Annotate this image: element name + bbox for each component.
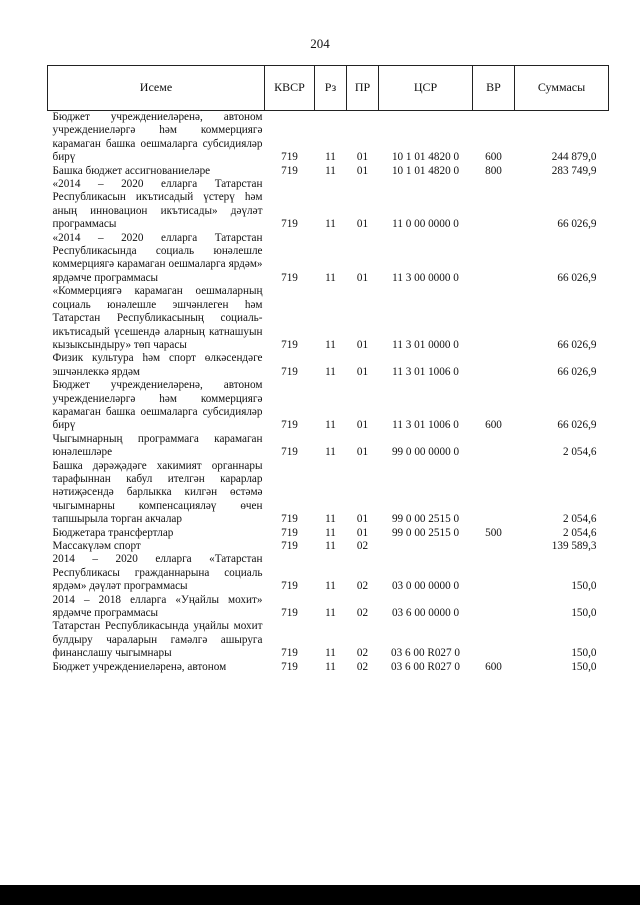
cell-pr: 01	[356, 419, 369, 432]
cell-rz: 11	[325, 365, 336, 378]
cell-vr	[473, 178, 515, 232]
cell-pr: 01	[356, 526, 369, 539]
cell-vr: 800	[485, 164, 502, 177]
cell-vr	[473, 553, 515, 593]
cell-rz: 11	[325, 218, 336, 231]
cell-name: Чыгымнарның программага карамаган юнәлешләре	[52, 432, 263, 459]
cell-amount: 139 589,3	[551, 540, 597, 552]
cell-rz: 11	[325, 526, 336, 539]
cell-rz: 11	[325, 151, 336, 164]
cell-name: Башка дәрәҗәдәге хакимият органнары тарафыннан кабул ителгән карарлар нәтиҗәсендә барлыкка килгән өстәмә чыгымнарны компенсацияләү өчен тапшырыла торган акчалар	[52, 459, 263, 526]
cell-kvsr: 719	[281, 607, 298, 620]
table-row	[48, 460, 609, 527]
cell-vr: 600	[485, 419, 502, 432]
cell-csr: 03 6 00 0000 0	[391, 607, 460, 620]
cell-amount: 150,0	[571, 647, 597, 660]
cell-rz: 11	[325, 446, 336, 459]
cell-kvsr: 719	[281, 647, 298, 660]
cell-vr	[473, 620, 515, 660]
cell-vr	[473, 460, 515, 527]
cell-kvsr: 719	[281, 446, 298, 459]
cell-name: Бюджет учреждениеләренә, автоном	[52, 660, 227, 673]
cell-kvsr: 719	[281, 218, 298, 231]
cell-amount: 66 026,9	[557, 365, 597, 378]
cell-csr: 11 3 01 1006 0	[392, 365, 459, 378]
cell-name: 2014 – 2018 елларга «Уңайлы мохит» ярдәмче программасы	[52, 593, 263, 620]
cell-name: Бюджет учреждениеләренә, автоном учреждениеләргә һәм коммерциягә карамаган башка оешмаларга субсидияләр бирү	[52, 379, 263, 432]
cell-name: Массакүләм спорт	[52, 540, 141, 552]
table-row	[48, 540, 609, 553]
cell-name: Башка бюджет ассигнованиеләре	[52, 164, 211, 177]
cell-csr: 03 0 00 0000 0	[391, 580, 460, 593]
cell-pr: 01	[356, 151, 369, 164]
cell-kvsr: 719	[281, 580, 298, 593]
cell-pr: 01	[356, 513, 369, 526]
cell-kvsr: 719	[281, 151, 298, 164]
scan-bottom-edge	[0, 885, 640, 905]
table-row	[48, 433, 609, 460]
table-row	[48, 553, 609, 593]
cell-csr	[379, 540, 473, 553]
cell-pr: 01	[356, 271, 369, 284]
table-row	[48, 352, 609, 379]
cell-csr: 10 1 01 4820 0	[391, 164, 460, 177]
table-row	[48, 661, 609, 674]
cell-amount: 244 879,0	[551, 151, 597, 164]
cell-vr	[473, 594, 515, 621]
cell-csr: 99 0 00 0000 0	[391, 446, 460, 459]
budget-table	[47, 65, 609, 674]
cell-amount: 66 026,9	[557, 271, 597, 284]
header-rz: Рз	[315, 66, 347, 111]
table-row	[48, 285, 609, 352]
cell-amount: 2 054,6	[562, 513, 597, 526]
cell-rz: 11	[325, 419, 336, 432]
cell-csr: 11 3 00 0000 0	[392, 271, 459, 284]
cell-name: Татарстан Республикасында уңайлы мохит булдыру чараларын гамәлгә ашыруга финанслашу чыгымнары	[52, 620, 263, 660]
cell-kvsr: 719	[281, 660, 298, 673]
cell-amount: 66 026,9	[557, 338, 597, 351]
table-header-row	[48, 66, 609, 111]
header-vr: ВР	[473, 66, 515, 111]
cell-amount: 66 026,9	[557, 218, 597, 231]
cell-rz: 11	[325, 647, 336, 660]
header-pr: ПР	[347, 66, 379, 111]
cell-vr	[473, 540, 515, 553]
cell-vr	[473, 285, 515, 352]
header-kvsr: КВСР	[265, 66, 315, 111]
cell-rz: 11	[325, 660, 336, 673]
cell-vr	[473, 352, 515, 379]
table-row	[48, 165, 609, 178]
page-number: 204	[310, 36, 330, 51]
cell-name: Бюджет учреждениеләренә, автоном учреждениеләргә һәм коммерциягә карамаган башка оешмаларга субсидияләр бирү	[52, 111, 263, 164]
cell-kvsr: 719	[281, 540, 298, 552]
cell-amount: 150,0	[571, 580, 597, 593]
cell-vr	[473, 433, 515, 460]
cell-amount: 66 026,9	[557, 419, 597, 432]
cell-amount: 150,0	[571, 607, 597, 620]
cell-csr: 11 0 00 0000 0	[392, 218, 459, 231]
table-row	[48, 594, 609, 621]
cell-name: «Коммерциягә карамаган оешмаларның социаль юнәлешле эшчәнлеген һәм Татарстан Республикасының социаль-икътисадый үсешендә аларның катнашуын кызыксындыру» төп чарасы	[52, 285, 263, 351]
cell-csr: 11 3 01 1006 0	[392, 419, 459, 432]
cell-pr: 02	[356, 540, 369, 552]
header-csr: ЦСР	[379, 66, 473, 111]
cell-kvsr: 719	[281, 513, 298, 526]
cell-name: «2014 – 2020 елларга Татарстан Республикасын икътисадый үстерү һәм аның инновацион икътисады» дәүләт программасы	[52, 178, 263, 231]
cell-amount: 150,0	[571, 660, 597, 673]
cell-pr: 02	[356, 580, 369, 593]
cell-rz: 11	[325, 580, 336, 593]
cell-vr: 500	[485, 526, 502, 539]
cell-rz: 11	[325, 164, 336, 177]
cell-name: Бюджетара трансфертлар	[52, 526, 174, 539]
table-row	[48, 379, 609, 433]
table-row	[48, 232, 609, 286]
cell-kvsr: 719	[281, 365, 298, 378]
cell-name: «2014 – 2020 елларга Татарстан Республикасында социаль юнәлешле коммерциягә карамаган оешмаларга ярдәм» ярдәмче программасы	[52, 231, 263, 284]
cell-pr: 02	[356, 647, 369, 660]
cell-pr: 01	[356, 218, 369, 231]
cell-amount: 283 749,9	[551, 164, 597, 177]
cell-pr: 01	[356, 164, 369, 177]
table-row	[48, 620, 609, 660]
cell-rz: 11	[325, 271, 336, 284]
cell-pr: 01	[356, 446, 369, 459]
cell-csr: 10 1 01 4820 0	[391, 151, 460, 164]
cell-kvsr: 719	[281, 271, 298, 284]
cell-csr: 99 0 00 2515 0	[391, 513, 460, 526]
cell-csr: 03 6 00 R027 0	[391, 647, 460, 660]
header-amount: Суммасы	[515, 66, 609, 111]
table-row	[48, 178, 609, 232]
cell-csr: 03 6 00 R027 0	[391, 660, 460, 673]
header-name: Исеме	[48, 66, 265, 111]
cell-pr: 02	[356, 660, 369, 673]
cell-vr	[473, 232, 515, 286]
table-row	[48, 527, 609, 540]
cell-kvsr: 719	[281, 338, 298, 351]
cell-pr: 02	[356, 607, 369, 620]
cell-pr: 01	[356, 365, 369, 378]
cell-csr: 11 3 01 0000 0	[392, 338, 459, 351]
cell-kvsr: 719	[281, 526, 298, 539]
cell-vr: 600	[485, 151, 502, 164]
cell-rz: 11	[325, 607, 336, 620]
cell-rz: 11	[325, 540, 336, 552]
cell-amount: 2 054,6	[562, 526, 597, 539]
cell-name: Физик культура һәм спорт өлкәсендәге эшчәнлеккә ярдәм	[52, 352, 263, 378]
table-row	[48, 111, 609, 165]
cell-amount: 2 054,6	[562, 446, 597, 459]
cell-vr: 600	[485, 660, 502, 673]
cell-pr: 01	[356, 338, 369, 351]
cell-kvsr: 719	[281, 164, 298, 177]
cell-kvsr: 719	[281, 419, 298, 432]
cell-rz: 11	[325, 513, 336, 526]
cell-csr: 99 0 00 2515 0	[391, 526, 460, 539]
cell-name: 2014 – 2020 елларга «Татарстан Республикасы гражданнарына социаль ярдәм» дәүләт программасы	[52, 553, 263, 593]
cell-rz: 11	[325, 338, 336, 351]
